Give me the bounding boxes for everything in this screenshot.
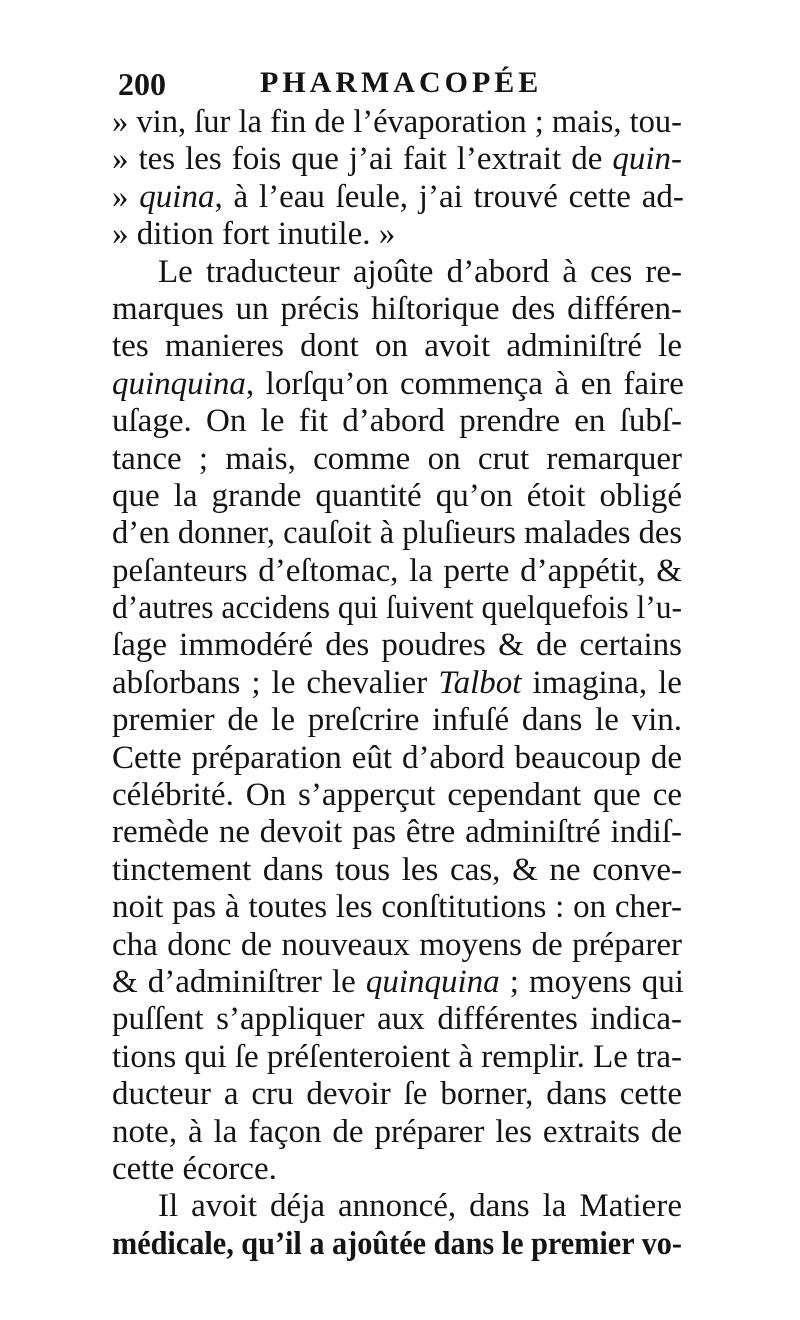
text-line: d’en donner, cauſoit à pluſieurs malades des (112, 515, 683, 552)
text-line: & d’adminiſtrer le quinquina ; moyens qui (112, 963, 684, 1000)
text-line: quinquina, lorſqu’on commença à en faire (112, 365, 684, 402)
text-line: abſorbans ; le chevalier Talbot imagina, le (112, 664, 682, 701)
text-line: ſage immodéré des poudres & de certains (112, 627, 682, 664)
text-line: premier de le preſcrire infuſé dans le vin. (112, 702, 682, 739)
text-line: remède ne devoit pas être adminiſtré indiſ- (112, 814, 682, 851)
text-line: tions qui ſe préſenteroient à remplir. Le tra- (112, 1038, 682, 1075)
text-line: Il avoit déja annoncé, dans la Matiere (158, 1188, 682, 1225)
text-line: tance ; mais, comme on crut remarquer (112, 440, 682, 477)
page-number: 200 (118, 66, 166, 102)
text-line: que la grande quantité qu’on étoit obligé (112, 477, 682, 514)
body-text (112, 104, 682, 1263)
text-line: » vin, ſur la fin de l’évaporation ; mais, tou- (112, 104, 683, 140)
text-line: Cette préparation eût d’abord beaucoup de (112, 739, 682, 776)
text-line: peſanteurs d’eſtomac, la perte d’appétit, & (112, 552, 682, 589)
text-line: tes manieres dont on avoit adminiſtré le (112, 328, 683, 365)
text-line: d’autres accidens qui ſuivent quelquefois l’u- (112, 590, 683, 627)
running-title: PHARMACOPÉE (260, 66, 543, 99)
text-line: médicale, qu’il a ajoûtée dans le premier vo- (112, 1225, 682, 1262)
text-line: cette écorce. (112, 1150, 277, 1187)
text-line: célébrité. On s’apperçut cependant que ce (112, 777, 682, 814)
page-header (118, 64, 678, 104)
text-line: uſage. On le fit d’abord prendre en ſubſ- (112, 403, 683, 440)
text-line: Le traducteur ajoûte d’abord à ces re- (158, 253, 683, 290)
text-line: puſſent s’appliquer aux différentes indica- (112, 1001, 682, 1038)
text-line: note, à la façon de préparer les extraits de (112, 1113, 683, 1150)
text-line: marques un précis hiſtorique des différen- (112, 290, 683, 327)
text-line: ducteur a cru devoir ſe borner, dans cette (112, 1076, 682, 1113)
text-line: tinctement dans tous les cas, & ne conve- (112, 851, 682, 888)
text-line: noit pas à toutes les conſtitutions : on cher- (112, 889, 682, 926)
text-line: » quina, à l’eau ſeule, j’ai trouvé cette ad- (112, 178, 684, 215)
text-line: cha donc de nouveaux moyens de préparer (112, 926, 682, 963)
text-line: » tes les fois que j’ai fait l’extrait de quin- (112, 141, 682, 178)
text-line: » dition fort inutile. » (112, 216, 396, 253)
